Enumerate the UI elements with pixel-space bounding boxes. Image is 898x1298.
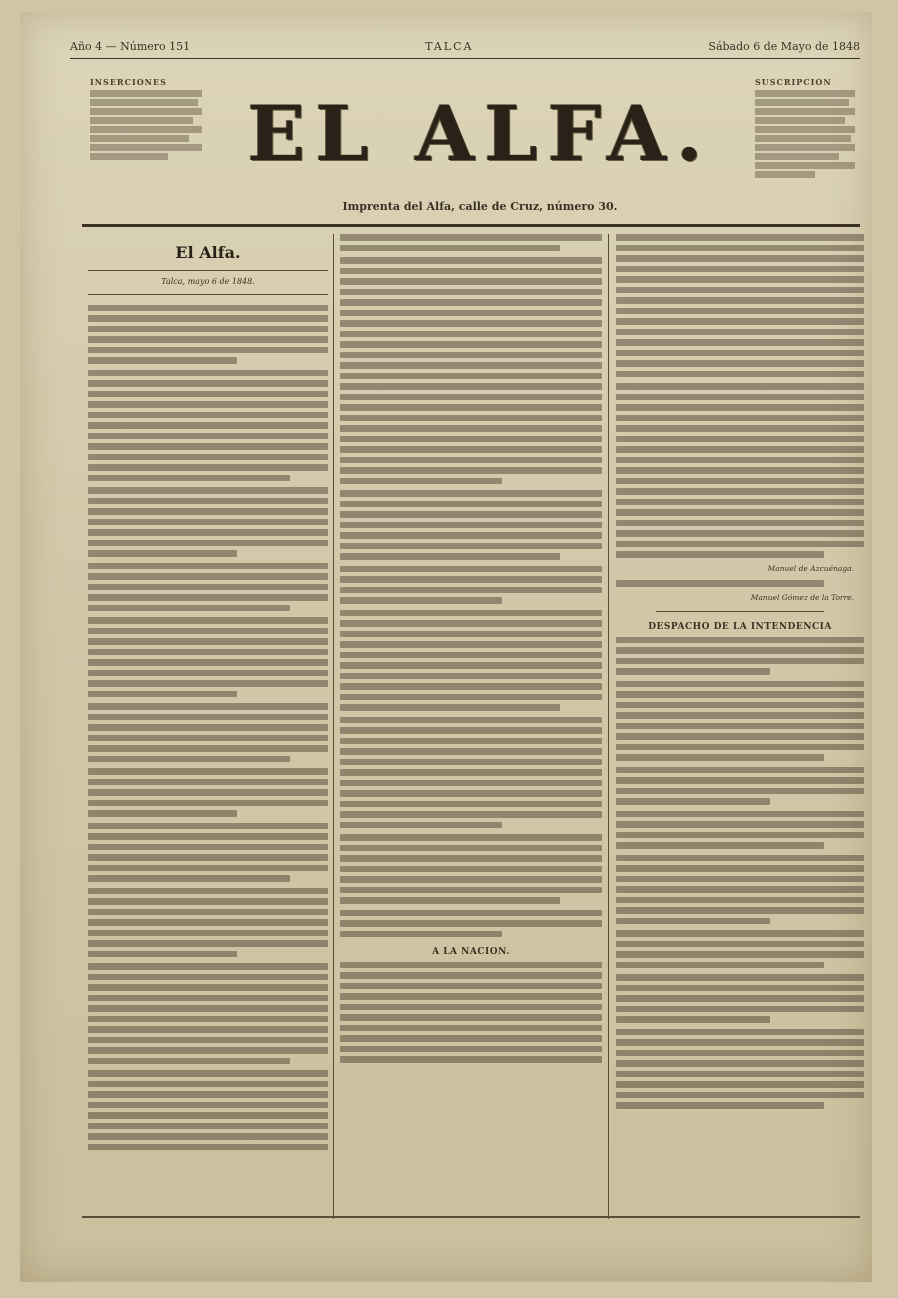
paragraph xyxy=(616,855,864,925)
paragraph xyxy=(340,910,602,938)
section-title: DESPACHO DE LA INTENDENCIA xyxy=(648,622,832,632)
paragraph xyxy=(88,888,328,958)
column-divider xyxy=(608,234,609,1219)
paragraph xyxy=(88,617,328,697)
paragraph xyxy=(340,566,602,604)
inserciones-text xyxy=(90,90,202,160)
suscripcion-text xyxy=(755,90,855,178)
paragraph xyxy=(340,717,602,829)
divider xyxy=(656,611,824,612)
suscripcion-title: SUSCRIPCION xyxy=(755,77,832,87)
paragraph xyxy=(616,930,864,968)
inserciones-title: INSERCIONES xyxy=(90,77,167,87)
newspaper-page xyxy=(20,12,872,1282)
section-title: A LA NACION. xyxy=(432,947,510,957)
paragraph xyxy=(88,963,328,1064)
column-divider xyxy=(333,234,334,1219)
paragraph xyxy=(340,257,602,484)
paragraph xyxy=(616,681,864,761)
paragraph xyxy=(88,1070,328,1150)
paragraph xyxy=(616,974,864,1023)
paragraph xyxy=(616,811,864,849)
paragraph xyxy=(88,823,328,882)
suscripcion-box xyxy=(755,78,855,180)
paragraph xyxy=(88,703,328,762)
column-1 xyxy=(88,234,328,1219)
masthead-title: EL ALFA. xyxy=(247,89,713,178)
inserciones-box xyxy=(90,78,202,162)
paragraph xyxy=(616,1029,864,1109)
issue-number: Año 4 — Número 151 xyxy=(70,39,191,53)
signature: Manuel de Azcuénaga. xyxy=(767,563,854,573)
paragraph xyxy=(340,610,602,711)
masthead-rule xyxy=(82,224,860,227)
article-title: El Alfa. xyxy=(175,243,241,262)
imprint-line: Imprenta del Alfa, calle de Cruz, número 30. xyxy=(342,200,618,213)
paragraph xyxy=(340,962,602,1063)
column-2 xyxy=(340,234,602,1219)
paragraph xyxy=(616,637,864,675)
paragraph xyxy=(616,580,864,587)
paragraph xyxy=(88,370,328,482)
article-dateline: Talca, mayo 6 de 1848. xyxy=(88,270,328,295)
paragraph xyxy=(340,490,602,560)
paragraph xyxy=(340,834,602,904)
paragraph xyxy=(88,487,328,557)
issue-date: Sábado 6 de Mayo de 1848 xyxy=(708,39,860,53)
paragraph xyxy=(88,768,328,817)
city-name: TALCA xyxy=(425,39,474,53)
bottom-rule xyxy=(82,1216,860,1218)
signature: Manuel Gómez de la Torre. xyxy=(750,592,854,602)
paragraph xyxy=(616,767,864,805)
paragraph xyxy=(88,305,328,364)
paragraph xyxy=(616,234,864,377)
paragraph xyxy=(340,234,602,251)
paragraph xyxy=(616,383,864,558)
paragraph xyxy=(88,563,328,612)
column-3 xyxy=(616,234,864,1219)
issue-line xyxy=(70,34,860,59)
